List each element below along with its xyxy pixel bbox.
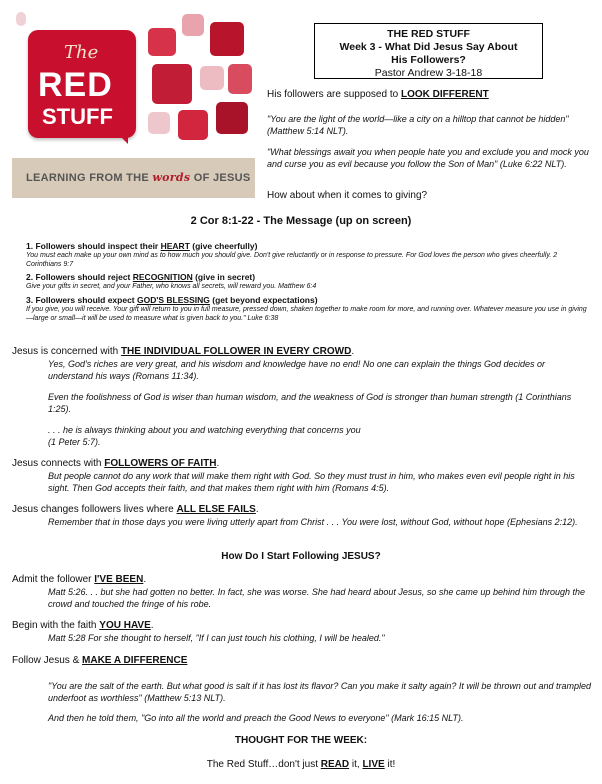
thought-heading: THOUGHT FOR THE WEEK: <box>234 735 368 746</box>
logo-square <box>178 110 208 140</box>
logo-red-text: RED <box>38 66 113 104</box>
begin-quote: Matt 5:28 For she thought to herself, "If I can just touch his clothing, I will be healed." <box>48 633 385 643</box>
concern-quote: Yes, God's riches are very great, and his wisdom and knowledge have no end! No one can explain the things God decides or understand his ways (Romans 11:34). <box>48 359 546 381</box>
intro-lead: His followers are supposed to LOOK DIFFERENT <box>267 89 489 100</box>
changes-heading: Jesus changes followers lives where ALL ELSE FAILS. <box>12 504 259 515</box>
point-detail: If you give, you will receive. Your gift will return to you in full measure, pressed down, shaken together to make room for more, and running over. Whatever measure you use in giving—large or small—it will be used to measure what is given back to you." Luke 6:38 <box>26 306 587 322</box>
faith-quote: But people cannot do any work that will make them right with God. So they must trust in him, who makes even evil people right in his sight. Then God accepts their faith, and that makes them right with him (Romans 4:5). <box>48 471 575 493</box>
point-heading: 2. Followers should reject RECOGNITION (give in secret) <box>26 272 256 282</box>
title-pastor-date: Pastor Andrew 3-18-18 <box>374 67 483 79</box>
concern-heading: Jesus is concerned with THE INDIVIDUAL FOLLOWER IN EVERY CROWD. <box>12 346 355 357</box>
point-detail: You must each make up your own mind as to how much you should give. Don't give reluctantly or in response to pressure. For God loves the person who gives cheerfully. 2 Corinthians 9:7 <box>26 252 558 268</box>
title-box <box>314 23 543 79</box>
intro-quote: "What blessings await you when people hate you and exclude you and mock you and curse you as evil because you follow the Son of Man" (Luke 6:22 NLT). <box>267 147 589 169</box>
begin-heading: Begin with the faith YOU HAVE. <box>12 620 154 631</box>
follow-quote: "You are the salt of the earth. But what good is salt if it has lost its flavor? Can you make it salty again? It will be thrown out and trampled underfoot as worthless" (Matthew 5:13 NLT). <box>48 681 591 703</box>
section-heading: 2 Cor 8:1-22 - The Message (up on screen) <box>190 215 412 227</box>
intro-quote: "You are the light of the world—like a city on a hilltop that cannot be hidden" (Matthew 5:14 NLT). <box>267 114 569 136</box>
logo-square <box>16 12 26 26</box>
concern-quote: . . . he is always thinking about you and watching everything that concerns you (1 Peter 5:7). <box>48 425 361 447</box>
closing-line: The Red Stuff…don't just READ it, LIVE it! <box>206 759 396 770</box>
logo-square <box>216 102 248 134</box>
logo-square <box>210 22 244 56</box>
point-heading: 3. Followers should expect GOD'S BLESSING (get beyond expectations) <box>26 295 318 305</box>
logo-stuff-text: STUFF <box>42 104 113 129</box>
logo-square <box>200 66 224 90</box>
logo-square <box>148 112 170 134</box>
point-detail: Give your gifts in secret, and your Father, who knows all secrets, will reward you. Matthew 6:4 <box>26 283 317 290</box>
point-list <box>26 241 594 323</box>
start-heading: How Do I Start Following JESUS? <box>221 551 381 562</box>
logo-tagline: LEARNING FROM THE words OF JESUS <box>26 171 251 184</box>
title-line: Week 3 - What Did Jesus Say About <box>339 41 518 53</box>
follow-heading: Follow Jesus & MAKE A DIFFERENCE <box>12 655 188 666</box>
logo-square <box>228 64 252 94</box>
title-line: THE RED STUFF <box>387 28 470 40</box>
logo-square <box>182 14 204 36</box>
faith-heading: Jesus connects with FOLLOWERS OF FAITH. <box>12 458 220 469</box>
title-line: His Followers? <box>391 54 466 66</box>
admit-quote: Matt 5:26. . . but she had gotten no better. In fact, she was worse. She had heard about Jesus, so she came up behind him through the crowd and touched the fringe of his robe. <box>48 587 586 609</box>
series-logo <box>12 8 255 198</box>
changes-quote: Remember that in those days you were living utterly apart from Christ . . . You were lost, without God, without hope (Ephesians 2:12). <box>48 517 578 527</box>
logo-square <box>148 28 176 56</box>
follow-quote: And then he told them, "Go into all the world and preach the Good News to everyone" (Mark 16:15 NLT). <box>48 713 464 723</box>
admit-heading: Admit the follower I'VE BEEN. <box>12 574 147 585</box>
logo-speech-tail <box>112 128 128 144</box>
concern-quote: Even the foolishness of God is wiser than human wisdom, and the weakness of God is stronger than human strength (1 Corinthians 1:25). <box>48 392 572 414</box>
intro-question: How about when it comes to giving? <box>267 190 428 201</box>
logo-square <box>152 64 192 104</box>
logo-the-text: The <box>64 42 99 63</box>
point-heading: 1. Followers should inspect their HEART (give cheerfully) <box>26 241 258 251</box>
